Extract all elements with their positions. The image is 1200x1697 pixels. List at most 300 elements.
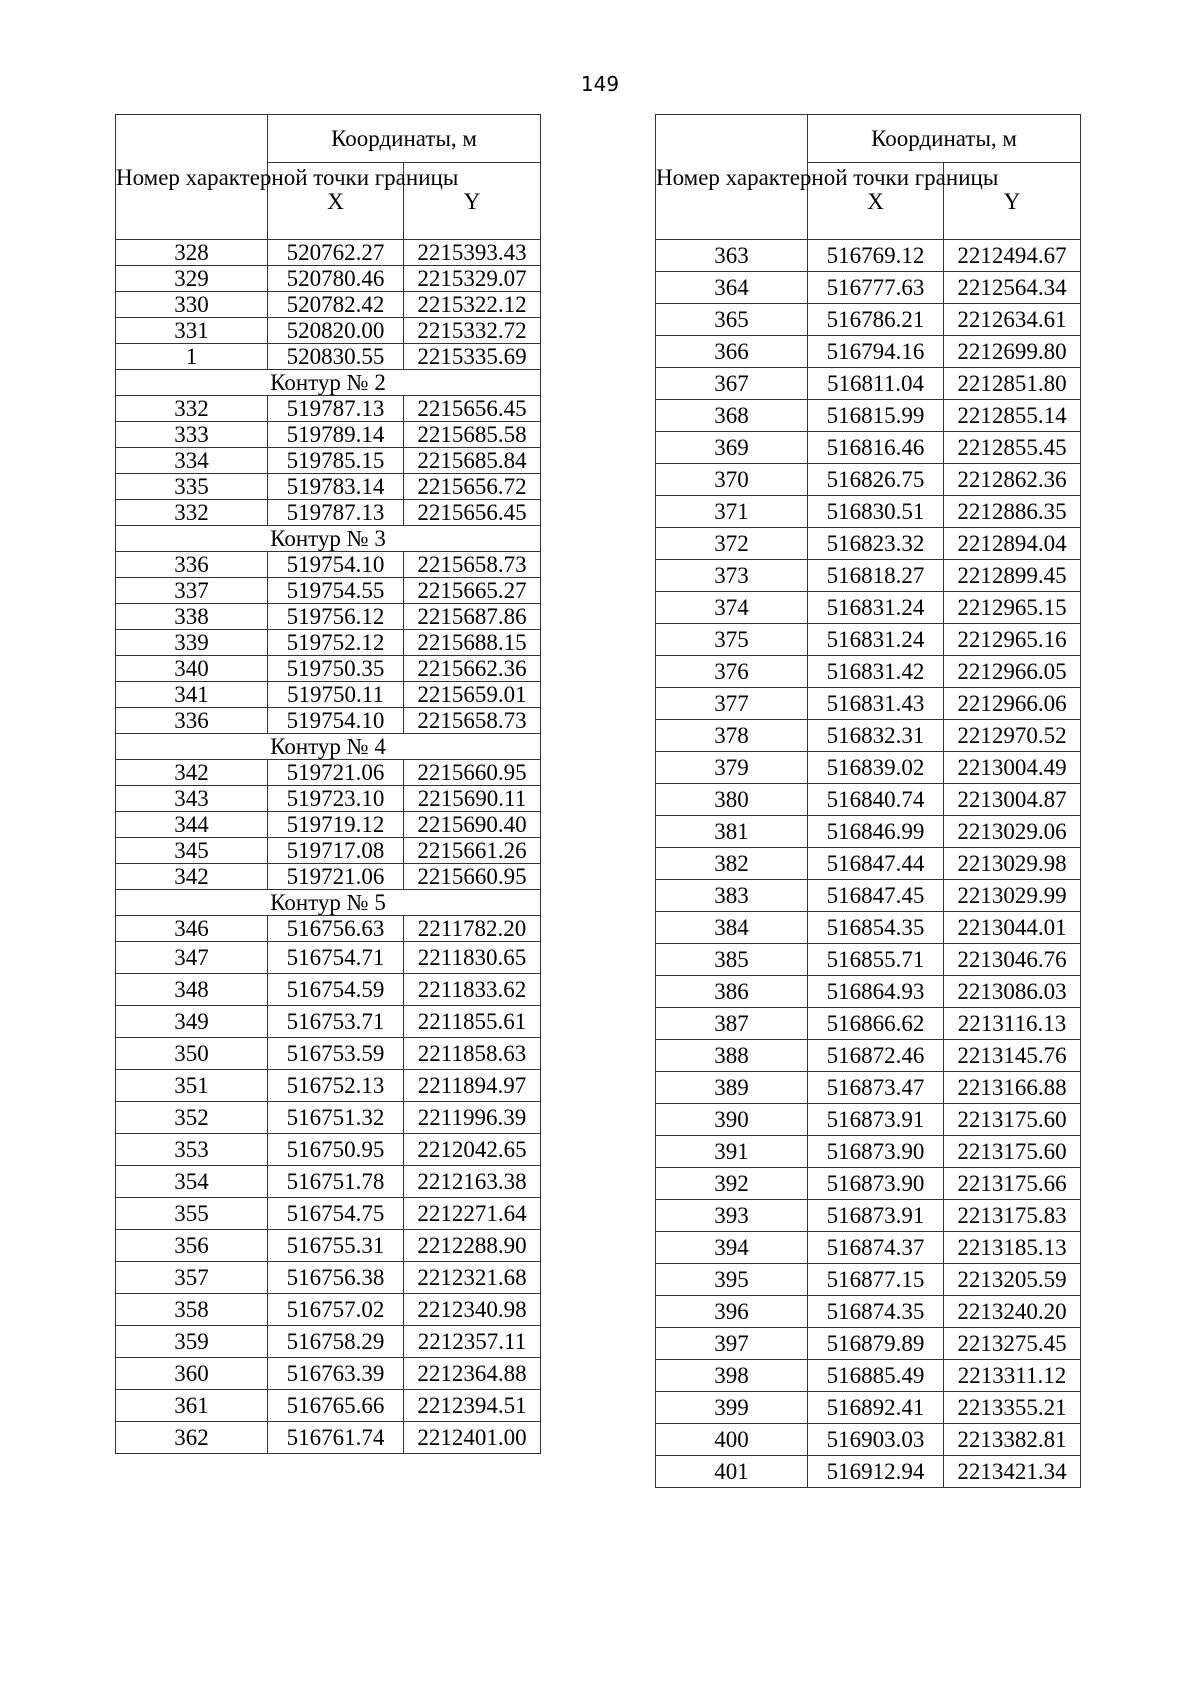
y-coordinate-cell: 2213086.03 [944,976,1081,1008]
y-coordinate-cell: 2212163.38 [404,1166,541,1198]
point-number-cell: 360 [116,1358,268,1390]
x-coordinate-cell: 519754.10 [268,708,404,734]
point-number-cell: 374 [656,592,808,624]
point-number-cell: 340 [116,656,268,682]
header-y: Y [404,163,541,240]
y-coordinate-cell: 2212634.61 [944,304,1081,336]
point-number-cell: 356 [116,1230,268,1262]
point-number-cell: 390 [656,1104,808,1136]
point-number-cell: 363 [656,240,808,272]
table-row [116,786,541,812]
y-coordinate-cell: 2212564.34 [944,272,1081,304]
point-number-cell: 376 [656,656,808,688]
y-coordinate-cell: 2212699.80 [944,336,1081,368]
table-row [116,1166,541,1198]
x-coordinate-cell: 516754.59 [268,974,404,1006]
y-coordinate-cell: 2213004.87 [944,784,1081,816]
x-coordinate-cell: 516866.62 [808,1008,944,1040]
x-coordinate-cell: 516786.21 [808,304,944,336]
table-row [656,1296,1081,1328]
point-number-cell: 401 [656,1456,808,1488]
x-coordinate-cell: 516873.90 [808,1168,944,1200]
x-coordinate-cell: 516903.03 [808,1424,944,1456]
table-row [116,500,541,526]
y-coordinate-cell: 2213185.13 [944,1232,1081,1264]
point-number-cell: 385 [656,944,808,976]
x-coordinate-cell: 519756.12 [268,604,404,630]
x-coordinate-cell: 516750.95 [268,1134,404,1166]
point-number-cell: 382 [656,848,808,880]
point-number-cell: 336 [116,552,268,578]
x-coordinate-cell: 516826.75 [808,464,944,496]
y-coordinate-cell: 2213311.12 [944,1360,1081,1392]
table-row [656,784,1081,816]
table-row [656,1072,1081,1104]
table-row [656,272,1081,304]
x-coordinate-cell: 516769.12 [808,240,944,272]
table-row [116,1294,541,1326]
x-coordinate-cell: 516874.35 [808,1296,944,1328]
table-row [116,864,541,890]
x-coordinate-cell: 516840.74 [808,784,944,816]
y-coordinate-cell: 2215658.73 [404,552,541,578]
table-row [116,604,541,630]
y-coordinate-cell: 2212340.98 [404,1294,541,1326]
x-coordinate-cell: 516879.89 [808,1328,944,1360]
y-coordinate-cell: 2212894.04 [944,528,1081,560]
point-number-cell: 361 [116,1390,268,1422]
point-number-cell: 333 [116,422,268,448]
table-row [116,974,541,1006]
y-coordinate-cell: 2213029.06 [944,816,1081,848]
y-coordinate-cell: 2212966.06 [944,688,1081,720]
point-number-cell: 397 [656,1328,808,1360]
table-row [116,630,541,656]
table-row [116,1070,541,1102]
point-number-cell: 394 [656,1232,808,1264]
x-coordinate-cell: 516873.90 [808,1136,944,1168]
table-row [656,304,1081,336]
x-coordinate-cell: 516831.42 [808,656,944,688]
x-coordinate-cell: 516811.04 [808,368,944,400]
table-row [116,1422,541,1454]
y-coordinate-cell: 2212494.67 [944,240,1081,272]
table-row [656,624,1081,656]
table-row [116,838,541,864]
y-coordinate-cell: 2212966.05 [944,656,1081,688]
table-row [116,344,541,370]
x-coordinate-cell: 516885.49 [808,1360,944,1392]
point-number-cell: 398 [656,1360,808,1392]
point-number-cell: 339 [116,630,268,656]
y-coordinate-cell: 2215660.95 [404,864,541,890]
header-coordinates: Координаты, м [268,115,541,163]
x-coordinate-cell: 516751.32 [268,1102,404,1134]
y-coordinate-cell: 2213175.60 [944,1136,1081,1168]
point-number-cell: 350 [116,1038,268,1070]
x-coordinate-cell: 520762.27 [268,240,404,266]
y-coordinate-cell: 2213355.21 [944,1392,1081,1424]
point-number-cell: 335 [116,474,268,500]
point-number-cell: 351 [116,1070,268,1102]
x-coordinate-cell: 519750.11 [268,682,404,708]
table-row [116,656,541,682]
header-y: Y [944,163,1081,240]
table-row [116,812,541,838]
x-coordinate-cell: 516753.59 [268,1038,404,1070]
table-row [116,396,541,422]
table-row [116,708,541,734]
point-number-cell: 362 [116,1422,268,1454]
point-number-cell: 384 [656,912,808,944]
table-row [656,1424,1081,1456]
y-coordinate-cell: 2215329.07 [404,266,541,292]
table-row [656,1360,1081,1392]
table-row [116,1006,541,1038]
contour-row [116,370,541,396]
x-coordinate-cell: 519754.55 [268,578,404,604]
x-coordinate-cell: 519785.15 [268,448,404,474]
point-number-cell: 375 [656,624,808,656]
y-coordinate-cell: 2212288.90 [404,1230,541,1262]
table-row [656,368,1081,400]
table-row [656,1328,1081,1360]
table-row [116,1358,541,1390]
x-coordinate-cell: 516755.31 [268,1230,404,1262]
y-coordinate-cell: 2213166.88 [944,1072,1081,1104]
x-coordinate-cell: 520782.42 [268,292,404,318]
x-coordinate-cell: 516846.99 [808,816,944,848]
x-coordinate-cell: 516761.74 [268,1422,404,1454]
x-coordinate-cell: 516839.02 [808,752,944,784]
point-number-cell: 355 [116,1198,268,1230]
contour-label: Контур № 5 [116,890,541,916]
table-row [656,336,1081,368]
table-row [116,578,541,604]
point-number-cell: 330 [116,292,268,318]
table-row [656,1456,1081,1488]
y-coordinate-cell: 2215656.45 [404,500,541,526]
x-coordinate-cell: 516756.38 [268,1262,404,1294]
point-number-cell: 346 [116,916,268,942]
point-number-cell: 383 [656,880,808,912]
point-number-cell: 400 [656,1424,808,1456]
y-coordinate-cell: 2215322.12 [404,292,541,318]
x-coordinate-cell: 516830.51 [808,496,944,528]
x-coordinate-cell: 516765.66 [268,1390,404,1422]
y-coordinate-cell: 2215690.11 [404,786,541,812]
point-number-cell: 392 [656,1168,808,1200]
table-row [656,1104,1081,1136]
point-number-cell: 1 [116,344,268,370]
point-number-cell: 338 [116,604,268,630]
contour-row [116,734,541,760]
point-number-cell: 386 [656,976,808,1008]
y-coordinate-cell: 2212357.11 [404,1326,541,1358]
y-coordinate-cell: 2215662.36 [404,656,541,682]
x-coordinate-cell: 516873.91 [808,1104,944,1136]
point-number-cell: 334 [116,448,268,474]
y-coordinate-cell: 2211894.97 [404,1070,541,1102]
y-coordinate-cell: 2213029.99 [944,880,1081,912]
point-number-cell: 372 [656,528,808,560]
y-coordinate-cell: 2212855.14 [944,400,1081,432]
x-coordinate-cell: 516751.78 [268,1166,404,1198]
x-coordinate-cell: 516831.24 [808,624,944,656]
y-coordinate-cell: 2213044.01 [944,912,1081,944]
x-coordinate-cell: 516757.02 [268,1294,404,1326]
y-coordinate-cell: 2213029.98 [944,848,1081,880]
table-row [116,1038,541,1070]
point-number-cell: 399 [656,1392,808,1424]
table-row [116,1262,541,1294]
y-coordinate-cell: 2211996.39 [404,1102,541,1134]
table-row [116,1326,541,1358]
table-row [656,1168,1081,1200]
x-coordinate-cell: 519719.12 [268,812,404,838]
y-coordinate-cell: 2212401.00 [404,1422,541,1454]
point-number-cell: 381 [656,816,808,848]
x-coordinate-cell: 516847.45 [808,880,944,912]
point-number-cell: 380 [656,784,808,816]
point-number-cell: 341 [116,682,268,708]
y-coordinate-cell: 2213046.76 [944,944,1081,976]
x-coordinate-cell: 516752.13 [268,1070,404,1102]
y-coordinate-cell: 2215685.58 [404,422,541,448]
y-coordinate-cell: 2215665.27 [404,578,541,604]
point-number-cell: 369 [656,432,808,464]
point-number-cell: 336 [116,708,268,734]
y-coordinate-cell: 2213240.20 [944,1296,1081,1328]
y-coordinate-cell: 2212886.35 [944,496,1081,528]
contour-label: Контур № 4 [116,734,541,760]
table-row [656,688,1081,720]
point-number-cell: 366 [656,336,808,368]
point-number-cell: 395 [656,1264,808,1296]
y-coordinate-cell: 2211830.65 [404,942,541,974]
table-row [656,496,1081,528]
y-coordinate-cell: 2213382.81 [944,1424,1081,1456]
x-coordinate-cell: 516753.71 [268,1006,404,1038]
point-number-cell: 387 [656,1008,808,1040]
x-coordinate-cell: 516823.32 [808,528,944,560]
table-row [656,528,1081,560]
x-coordinate-cell: 516763.39 [268,1358,404,1390]
y-coordinate-cell: 2215335.69 [404,344,541,370]
x-coordinate-cell: 520780.46 [268,266,404,292]
table-row [656,816,1081,848]
y-coordinate-cell: 2211782.20 [404,916,541,942]
point-number-cell: 364 [656,272,808,304]
x-coordinate-cell: 516794.16 [808,336,944,368]
table-row [656,656,1081,688]
y-coordinate-cell: 2215656.72 [404,474,541,500]
table-row [116,942,541,974]
point-number-cell: 348 [116,974,268,1006]
point-number-cell: 342 [116,760,268,786]
y-coordinate-cell: 2213175.60 [944,1104,1081,1136]
coordinates-table-left [115,114,541,1454]
x-coordinate-cell: 519752.12 [268,630,404,656]
header-point-number: Номер характерной точки границы [116,115,268,240]
table-row [656,752,1081,784]
y-coordinate-cell: 2212321.68 [404,1262,541,1294]
y-coordinate-cell: 2212364.88 [404,1358,541,1390]
x-coordinate-cell: 516831.43 [808,688,944,720]
point-number-cell: 357 [116,1262,268,1294]
point-number-cell: 332 [116,500,268,526]
table-row [656,432,1081,464]
table-row [116,1390,541,1422]
x-coordinate-cell: 519787.13 [268,500,404,526]
x-coordinate-cell: 519787.13 [268,396,404,422]
point-number-cell: 359 [116,1326,268,1358]
table-row [656,720,1081,752]
y-coordinate-cell: 2215659.01 [404,682,541,708]
x-coordinate-cell: 516758.29 [268,1326,404,1358]
x-coordinate-cell: 516815.99 [808,400,944,432]
point-number-cell: 331 [116,318,268,344]
table-row [656,1232,1081,1264]
table-row [656,1200,1081,1232]
table-row [116,916,541,942]
y-coordinate-cell: 2215393.43 [404,240,541,266]
x-coordinate-cell: 516873.47 [808,1072,944,1104]
x-coordinate-cell: 519717.08 [268,838,404,864]
point-number-cell: 332 [116,396,268,422]
point-number-cell: 367 [656,368,808,400]
x-coordinate-cell: 516831.24 [808,592,944,624]
x-coordinate-cell: 520830.55 [268,344,404,370]
y-coordinate-cell: 2212042.65 [404,1134,541,1166]
point-number-cell: 396 [656,1296,808,1328]
y-coordinate-cell: 2213145.76 [944,1040,1081,1072]
x-coordinate-cell: 516873.91 [808,1200,944,1232]
table-row [656,1264,1081,1296]
point-number-cell: 347 [116,942,268,974]
y-coordinate-cell: 2213116.13 [944,1008,1081,1040]
y-coordinate-cell: 2212965.15 [944,592,1081,624]
table-row [116,240,541,266]
table-row [656,560,1081,592]
point-number-cell: 342 [116,864,268,890]
table-row [656,1008,1081,1040]
x-coordinate-cell: 516847.44 [808,848,944,880]
contour-label: Контур № 2 [116,370,541,396]
point-number-cell: 352 [116,1102,268,1134]
point-number-cell: 378 [656,720,808,752]
x-coordinate-cell: 519783.14 [268,474,404,500]
y-coordinate-cell: 2212855.45 [944,432,1081,464]
y-coordinate-cell: 2212862.36 [944,464,1081,496]
table-row [656,240,1081,272]
y-coordinate-cell: 2212271.64 [404,1198,541,1230]
x-coordinate-cell: 516874.37 [808,1232,944,1264]
x-coordinate-cell: 516854.35 [808,912,944,944]
x-coordinate-cell: 516855.71 [808,944,944,976]
x-coordinate-cell: 516892.41 [808,1392,944,1424]
x-coordinate-cell: 516912.94 [808,1456,944,1488]
y-coordinate-cell: 2215690.40 [404,812,541,838]
x-coordinate-cell: 516754.75 [268,1198,404,1230]
table-row [656,592,1081,624]
x-coordinate-cell: 519750.35 [268,656,404,682]
x-coordinate-cell: 519721.06 [268,864,404,890]
table-row [656,1136,1081,1168]
x-coordinate-cell: 516877.15 [808,1264,944,1296]
x-coordinate-cell: 516754.71 [268,942,404,974]
x-coordinate-cell: 516818.27 [808,560,944,592]
table-row [656,976,1081,1008]
x-coordinate-cell: 516756.63 [268,916,404,942]
point-number-cell: 354 [116,1166,268,1198]
point-number-cell: 358 [116,1294,268,1326]
x-coordinate-cell: 516816.46 [808,432,944,464]
table-row [116,552,541,578]
y-coordinate-cell: 2213275.45 [944,1328,1081,1360]
point-number-cell: 353 [116,1134,268,1166]
y-coordinate-cell: 2215687.86 [404,604,541,630]
x-coordinate-cell: 516777.63 [808,272,944,304]
table-row [656,400,1081,432]
table-row [116,1134,541,1166]
y-coordinate-cell: 2211855.61 [404,1006,541,1038]
table-row [116,266,541,292]
point-number-cell: 379 [656,752,808,784]
table-row [656,848,1081,880]
header-coordinates: Координаты, м [808,115,1081,163]
x-coordinate-cell: 519723.10 [268,786,404,812]
point-number-cell: 368 [656,400,808,432]
point-number-cell: 373 [656,560,808,592]
point-number-cell: 377 [656,688,808,720]
y-coordinate-cell: 2211833.62 [404,974,541,1006]
y-coordinate-cell: 2212965.16 [944,624,1081,656]
y-coordinate-cell: 2213205.59 [944,1264,1081,1296]
point-number-cell: 343 [116,786,268,812]
table-row [656,464,1081,496]
y-coordinate-cell: 2215661.26 [404,838,541,864]
point-number-cell: 365 [656,304,808,336]
contour-label: Контур № 3 [116,526,541,552]
y-coordinate-cell: 2212851.80 [944,368,1081,400]
point-number-cell: 388 [656,1040,808,1072]
x-coordinate-cell: 519754.10 [268,552,404,578]
table-row [116,448,541,474]
table-row [656,944,1081,976]
y-coordinate-cell: 2215688.15 [404,630,541,656]
y-coordinate-cell: 2213175.66 [944,1168,1081,1200]
x-coordinate-cell: 519721.06 [268,760,404,786]
header-x: X [268,163,404,240]
x-coordinate-cell: 516832.31 [808,720,944,752]
x-coordinate-cell: 519789.14 [268,422,404,448]
contour-row [116,526,541,552]
table-row [116,422,541,448]
table-row [116,682,541,708]
point-number-cell: 337 [116,578,268,604]
y-coordinate-cell: 2213175.83 [944,1200,1081,1232]
point-number-cell: 328 [116,240,268,266]
x-coordinate-cell: 516872.46 [808,1040,944,1072]
y-coordinate-cell: 2212899.45 [944,560,1081,592]
point-number-cell: 344 [116,812,268,838]
header-point-number: Номер характерной точки границы [656,115,808,240]
header-x: X [808,163,944,240]
y-coordinate-cell: 2213004.49 [944,752,1081,784]
y-coordinate-cell: 2211858.63 [404,1038,541,1070]
y-coordinate-cell: 2213421.34 [944,1456,1081,1488]
